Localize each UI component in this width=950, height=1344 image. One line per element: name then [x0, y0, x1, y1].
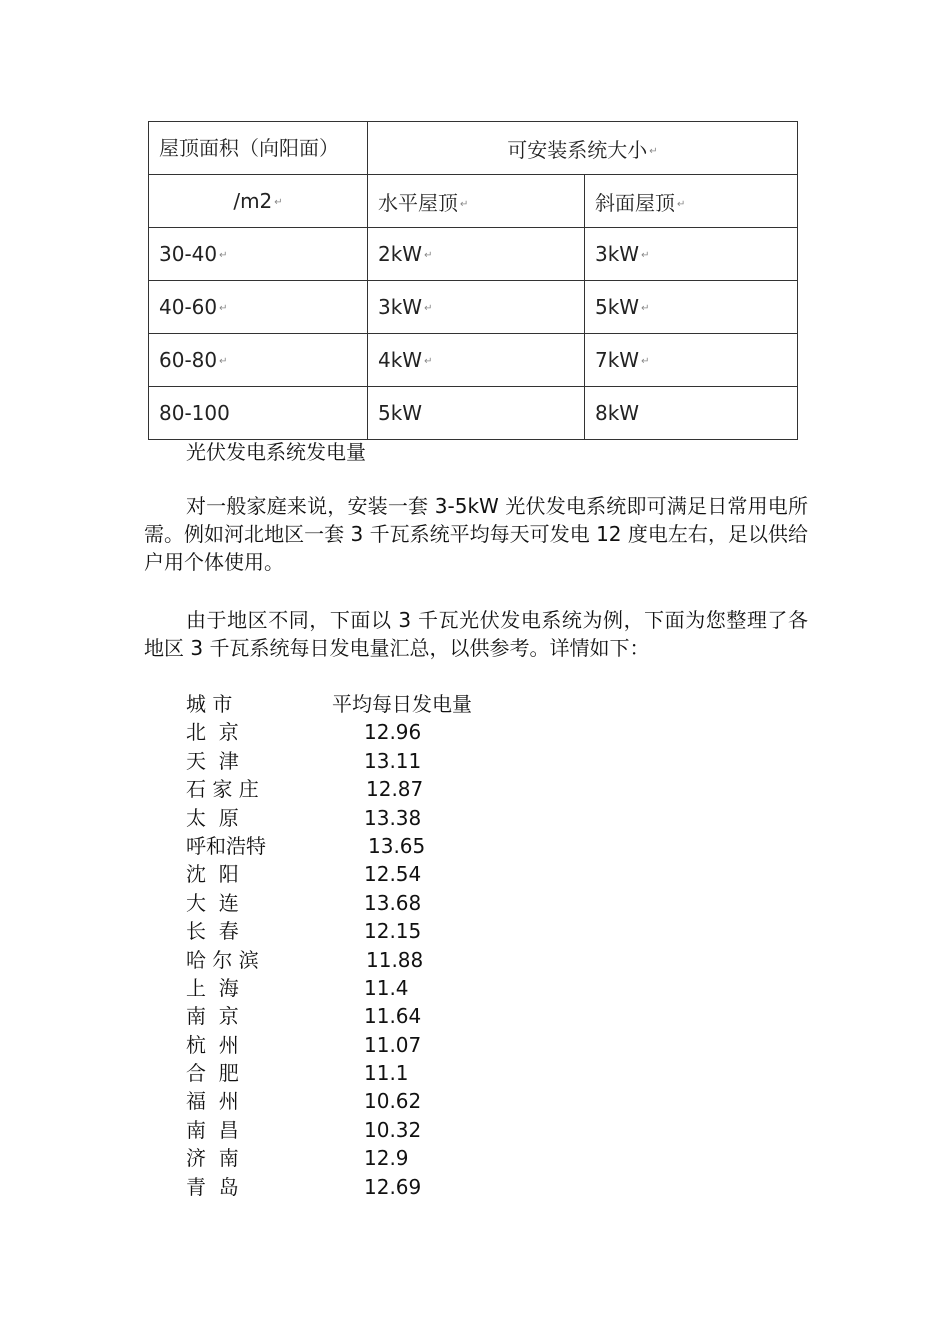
- city-generation-list: [186, 690, 586, 1201]
- city-name: 合 肥: [186, 1061, 239, 1086]
- list-item: [186, 775, 586, 803]
- header-city: 城 市: [186, 692, 233, 716]
- section-heading: 光伏发电系统发电量: [186, 440, 366, 464]
- generation-value: 11.1: [364, 1061, 409, 1086]
- generation-value: 11.88: [366, 947, 424, 972]
- table-row: 60-80 ↵ 4kW ↵ 7kW ↵: [149, 334, 798, 387]
- table-row: 40-60 ↵ 3kW ↵ 5kW ↵: [149, 281, 798, 334]
- list-item: [186, 747, 586, 775]
- city-name: 石 家 庄: [186, 777, 259, 802]
- generation-value: 11.4: [364, 975, 409, 1000]
- table-row: 80-100 5kW 8kW: [149, 387, 798, 440]
- generation-value: 12.9: [364, 1146, 409, 1171]
- city-name: 福 州: [186, 1089, 239, 1114]
- generation-value: 12.96: [364, 720, 422, 745]
- city-name: 天 津: [186, 748, 239, 773]
- city-name: 长 春: [186, 919, 239, 944]
- header-area-cell: 屋顶面积（向阳面）: [149, 122, 368, 175]
- generation-value: 11.07: [364, 1032, 422, 1057]
- city-name: 南 京: [186, 1004, 239, 1029]
- list-item: [186, 1002, 586, 1030]
- city-name: 南 昌: [186, 1117, 239, 1142]
- generation-value: 12.87: [366, 777, 424, 802]
- generation-value: 10.32: [364, 1117, 422, 1142]
- list-item: [186, 974, 586, 1002]
- generation-value: 12.15: [364, 919, 422, 944]
- city-name: 青 岛: [186, 1174, 239, 1199]
- list-item: [186, 804, 586, 832]
- city-name: 哈 尔 滨: [186, 947, 259, 972]
- header-unit-cell: /m2 ↵: [149, 175, 368, 228]
- list-item: [186, 1059, 586, 1087]
- list-item: [186, 832, 586, 860]
- list-item: [186, 1144, 586, 1172]
- list-item: [186, 1173, 586, 1201]
- generation-value: 13.65: [368, 833, 426, 858]
- city-name: 大 连: [186, 890, 239, 915]
- list-header: [186, 690, 586, 718]
- city-name: 北 京: [186, 720, 239, 745]
- roof-area-table-image: [148, 121, 800, 425]
- list-item: [186, 1116, 586, 1144]
- header-sloped-cell: 斜面屋顶 ↵: [584, 175, 797, 228]
- city-name: 沈 阳: [186, 862, 239, 887]
- header-flat-cell: 水平屋顶 ↵: [368, 175, 585, 228]
- generation-value: 11.64: [364, 1004, 422, 1029]
- generation-value: 10.62: [364, 1089, 422, 1114]
- list-item: [186, 718, 586, 746]
- generation-value: 12.54: [364, 862, 422, 887]
- header-value: 平均每日发电量: [332, 692, 472, 716]
- list-item: [186, 917, 586, 945]
- generation-value: 12.69: [364, 1174, 422, 1199]
- list-item: [186, 860, 586, 888]
- generation-value: 13.68: [364, 890, 422, 915]
- roof-area-table: [148, 121, 798, 440]
- city-name: 呼和浩特: [186, 833, 266, 858]
- city-name: 济 南: [186, 1146, 239, 1171]
- city-name: 太 原: [186, 805, 239, 830]
- generation-value: 13.38: [364, 805, 422, 830]
- city-name: 上 海: [186, 975, 239, 1000]
- list-item: [186, 946, 586, 974]
- region-paragraph: 由于地区不同，下面以 3 千瓦光伏发电系统为例，下面为您整理了各地区 3 千瓦系统每日发电量汇总，以供参考。详情如下：: [144, 608, 808, 660]
- list-item: [186, 1031, 586, 1059]
- list-item: [186, 1087, 586, 1115]
- city-name: 杭 州: [186, 1032, 239, 1057]
- list-item: [186, 889, 586, 917]
- table-row: 30-40 ↵ 2kW ↵ 3kW ↵: [149, 228, 798, 281]
- intro-paragraph: 对一般家庭来说，安装一套 3-5kW 光伏发电系统即可满足日常用电所需。例如河北地区一套 3 千瓦系统平均每天可发电 12 度电左右，足以供给户用个体使用。: [144, 494, 808, 574]
- generation-value: 13.11: [364, 748, 422, 773]
- header-capacity-cell: 可安装系统大小 ↵: [368, 122, 798, 175]
